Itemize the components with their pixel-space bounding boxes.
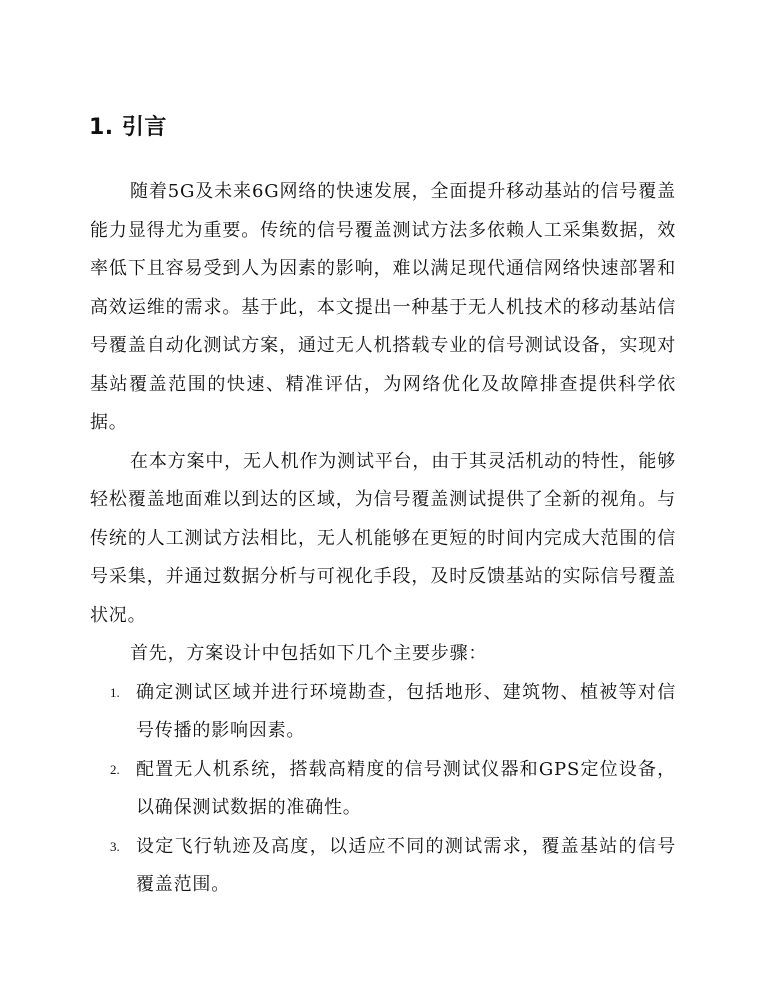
steps-intro-paragraph: 首先，方案设计中包括如下几个主要步骤：	[130, 643, 488, 664]
list-item-number: 1.	[110, 684, 120, 700]
section-title: 引言	[121, 115, 167, 140]
list-item-text: 配置无人机系统，搭载高精度的信号测试仪器和GPS定位设备，以确保测试数据的准确性。	[136, 758, 676, 818]
uav-platform-paragraph: 在本方案中，无人机作为测试平台，由于其灵活机动的特性，能够轻松覆盖地面难以到达的区域，为信号覆盖测试提供了全新的视角。与传统的人工测试方法相比，无人机能够在更短的时间内完成大范围的信号采集，并通过数据分析与可视化手段，及时反馈基站的实际信号覆盖状况。	[90, 450, 676, 626]
section-number: 1.	[89, 115, 114, 140]
body-text	[90, 173, 676, 905]
intro-paragraph: 随着5G及未来6G网络的快速发展，全面提升移动基站的信号覆盖能力显得尤为重要。传统的信号覆盖测试方法多依赖人工采集数据，效率低下且容易受到人为因素的影响，难以满足现代通信网络快速部署和高效运维的需求。基于此，本文提出一种基于无人机技术的移动基站信号覆盖自动化测试方案，通过无人机搭载专业的信号测试设备，实现对基站覆盖范围的快速、精准评估，为网络优化及故障排查提供科学依据。	[90, 181, 676, 433]
steps-list	[90, 674, 676, 905]
list-item-text: 设定飞行轨迹及高度，以适应不同的测试需求，覆盖基站的信号覆盖范围。	[136, 835, 676, 895]
section-heading	[89, 113, 167, 143]
list-item-text: 确定测试区域并进行环境勘查，包括地形、建筑物、植被等对信号传播的影响因素。	[136, 681, 676, 741]
list-item	[90, 751, 676, 828]
list-item	[90, 674, 676, 751]
list-item-number: 2.	[110, 761, 120, 777]
list-item-number: 3.	[110, 838, 120, 854]
list-item	[90, 828, 676, 905]
